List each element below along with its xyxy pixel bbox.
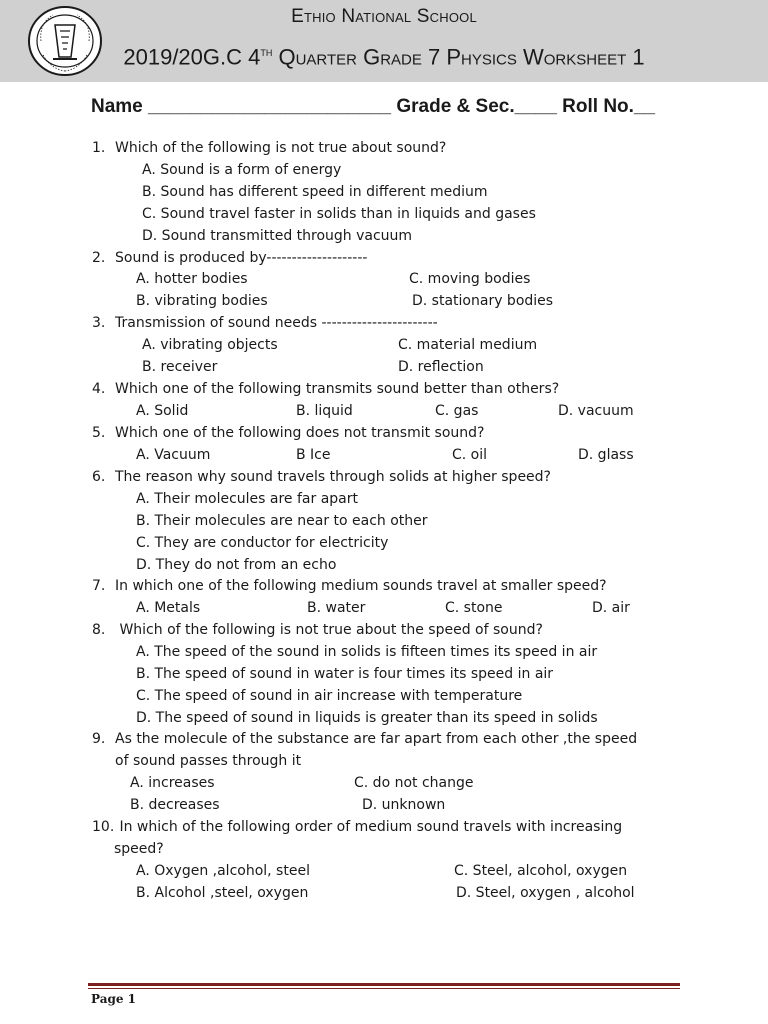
question-text: Which one of the following transmits sound better than others? xyxy=(115,381,560,397)
question-text: As the molecule of the substance are far apart from each other ,the speed xyxy=(115,731,638,747)
question-8 xyxy=(92,622,543,638)
question-3 xyxy=(92,315,438,331)
question-number: 9. xyxy=(92,731,106,747)
option-a: A. Solid xyxy=(136,403,189,419)
header-banner xyxy=(0,0,768,82)
question-number: 8. xyxy=(92,622,106,638)
option-d: D. The speed of sound in liquids is greater than its speed in solids xyxy=(136,710,598,726)
question-text: Sound is produced by-------------------- xyxy=(115,250,368,266)
option-b: B. receiver xyxy=(142,359,218,375)
option-c: C. moving bodies xyxy=(409,271,531,287)
footer-rule-thick xyxy=(88,983,680,986)
option-b: B. Their molecules are near to each other xyxy=(136,513,428,529)
student-info-row: Name _______________________ Grade & Sec.____ Roll No.__ xyxy=(91,96,656,117)
page-number: Page 1 xyxy=(91,992,137,1006)
school-name: Ethio National School xyxy=(291,6,477,27)
option-a: A. vibrating objects xyxy=(142,337,278,353)
option-d: D. glass xyxy=(578,447,634,463)
question-1 xyxy=(92,140,446,156)
option-a: A. Sound is a form of energy xyxy=(142,162,342,178)
title-year: 2019/20G.C 4 xyxy=(123,44,261,70)
option-d: D. vacuum xyxy=(558,403,634,419)
option-b: B Ice xyxy=(296,447,331,463)
question-number: 4. xyxy=(92,381,106,397)
option-d: D. air xyxy=(592,600,630,616)
option-a: A. Their molecules are far apart xyxy=(136,491,358,507)
title-rest: Quarter Grade 7 Physics Worksheet 1 xyxy=(272,44,645,70)
option-a: A. hotter bodies xyxy=(136,271,248,287)
question-10-continued: speed? xyxy=(114,841,164,857)
question-number: 10. xyxy=(92,819,115,835)
question-number: 2. xyxy=(92,250,106,266)
question-6 xyxy=(92,469,551,485)
question-7 xyxy=(92,578,607,594)
option-c: C. stone xyxy=(445,600,503,616)
option-b: B. The speed of sound in water is four times its speed in air xyxy=(136,666,554,682)
option-c: C. gas xyxy=(435,403,479,419)
question-number: 5. xyxy=(92,425,106,441)
option-d: D. unknown xyxy=(362,797,446,813)
option-d: D. Steel, oxygen , alcohol xyxy=(456,885,635,901)
option-b: B. decreases xyxy=(130,797,220,813)
option-b: B. water xyxy=(307,600,366,616)
option-b: B. liquid xyxy=(296,403,353,419)
option-a: A. Vacuum xyxy=(136,447,211,463)
option-c: C. Steel, alcohol, oxygen xyxy=(454,863,628,879)
option-b: B. Alcohol ,steel, oxygen xyxy=(136,885,309,901)
footer-rule-thin xyxy=(88,988,680,989)
question-text: Which of the following is not true about sound? xyxy=(115,140,447,156)
question-text: In which of the following order of medium sound travels with increasing xyxy=(115,819,623,835)
question-number: 1. xyxy=(92,140,106,156)
title-superscript: th xyxy=(260,44,273,59)
question-9-continued: of sound passes through it xyxy=(115,753,302,769)
option-a: A. Metals xyxy=(136,600,201,616)
question-text: The reason why sound travels through solids at higher speed? xyxy=(115,469,551,485)
option-c: C. material medium xyxy=(398,337,538,353)
option-c: C. Sound travel faster in solids than in liquids and gases xyxy=(142,206,536,222)
option-c: C. do not change xyxy=(354,775,474,791)
option-a: A. Oxygen ,alcohol, steel xyxy=(136,863,310,879)
question-2 xyxy=(92,250,367,266)
question-10 xyxy=(92,819,622,835)
option-a: A. increases xyxy=(130,775,215,791)
option-d: D. stationary bodies xyxy=(412,293,554,309)
question-4 xyxy=(92,381,559,397)
option-c: C. The speed of sound in air increase with temperature xyxy=(136,688,523,704)
question-5 xyxy=(92,425,484,441)
question-text: Which of the following is not true about the speed of sound? xyxy=(115,622,543,638)
question-number: 6. xyxy=(92,469,106,485)
option-d: D. They do not from an echo xyxy=(136,557,337,573)
question-text: Transmission of sound needs ----------------------- xyxy=(115,315,438,331)
option-a: A. The speed of the sound in solids is fifteen times its speed in air xyxy=(136,644,598,660)
option-d: D. Sound transmitted through vacuum xyxy=(142,228,413,244)
option-c: C. They are conductor for electricity xyxy=(136,535,389,551)
option-c: C. oil xyxy=(452,447,488,463)
option-d: D. reflection xyxy=(398,359,484,375)
question-text: In which one of the following medium sounds travel at smaller speed? xyxy=(115,578,607,594)
question-9 xyxy=(92,731,637,747)
question-text: Which one of the following does not transmit sound? xyxy=(115,425,485,441)
option-b: B. vibrating bodies xyxy=(136,293,268,309)
worksheet-title xyxy=(0,44,768,70)
question-number: 7. xyxy=(92,578,106,594)
option-b: B. Sound has different speed in different medium xyxy=(142,184,488,200)
question-number: 3. xyxy=(92,315,106,331)
